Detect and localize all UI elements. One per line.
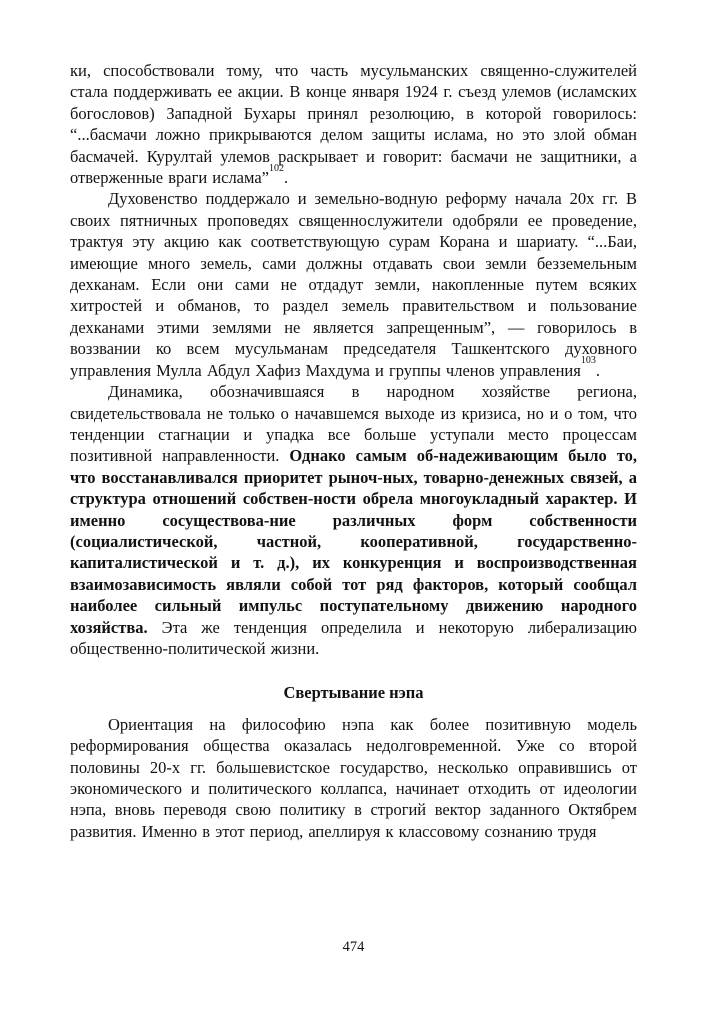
paragraph-2: [70, 188, 637, 381]
paragraph-3-regular-end: Эта же тенденция определила и некоторую либерализацию общественно-политической жизни.: [70, 617, 638, 658]
page-footer: [0, 939, 707, 956]
paragraph-1-period: .: [284, 168, 289, 188]
paragraph-3-bold-segment: Однако самым об-надеживающим было то, что восстанавливался приоритет рыноч-ных, товарно-денежных связей, а структура отношений собствен-ности обрела многоукладный характер. И именно сосуществова-ние различных форм собственности (социалистической, частной, кооперативной, государственно-капиталистической и т. д.), их конкуренция и воспроизводственная взаимозависимость являли собой тот ряд факторов, который сообщал наиболее сильный импульс поступательному движению народного хозяйства.: [70, 446, 637, 637]
paragraph-3-regular-start: Динамика, обозначившаяся в народном хозяйстве региона, свидетельствовала не только о начавшемся выходе из кризиса, но и о том, что тенденции стагнации и упадка все больше уступали место процессам позитивной направленности.: [70, 382, 637, 466]
paragraph-4-text: Ориентация на философию нэпа как более позитивную модель реформирования общества оказалась недолговременной. Уже со второй половины 20-х гг. большевистское государство, несколько оправившись от экономического и политического коллапса, начинает отходить от идеологии нэпа, вновь переводя свою политику в строгий вектор заданного Октябрем развития. Именно в этот период, апеллируя к классовому сознанию трудя: [70, 714, 637, 841]
page-number: 474: [342, 939, 365, 955]
paragraph-1: [70, 60, 637, 188]
text-block: [70, 60, 637, 842]
paragraph-3: [70, 381, 637, 659]
paragraph-2-period: .: [595, 360, 600, 380]
paragraph-1-text: ки, способствовали тому, что часть мусульманских священно-служителей стала поддерживать ее акции. В конце января 1924 г. съезд улемов (исламских богословов) Западной Бухары принял резолюцию, в которой говорилось: “...басмачи ложно прикрываются делом защиты ислама, но это злой обман басмачей. Курултай улемов раскрывает и говорит: басмачи не защитники, а отверженные враги ислама”: [70, 61, 637, 188]
footnote-reference-103: 103: [580, 355, 596, 367]
paragraph-2-text: Духовенство поддержало и земельно-водную реформу начала 20х гг. В своих пятничных проповедях священнослужители одобряли ее проведение, трактуя эту акцию как соответствующую сурам Корана и шариату. “...Баи, имеющие много земель, сами должны отдавать свои земли безземельным дехканам. Если они сами не отдадут земли, накопленные путем всяких хитростей и обманов, то раздел земель правительством и пользование дехканами этими землями не является запрещенным”, — говорилось в воззвании ко всем мусульманам председателя Ташкентского духовного управления Мулла Абдул Хафиз Махдума и группы членов управления: [70, 189, 637, 380]
section-heading: Свертывание нэпа: [283, 683, 424, 703]
paragraph-4: [70, 714, 637, 842]
footnote-reference-102: 102: [269, 162, 284, 174]
